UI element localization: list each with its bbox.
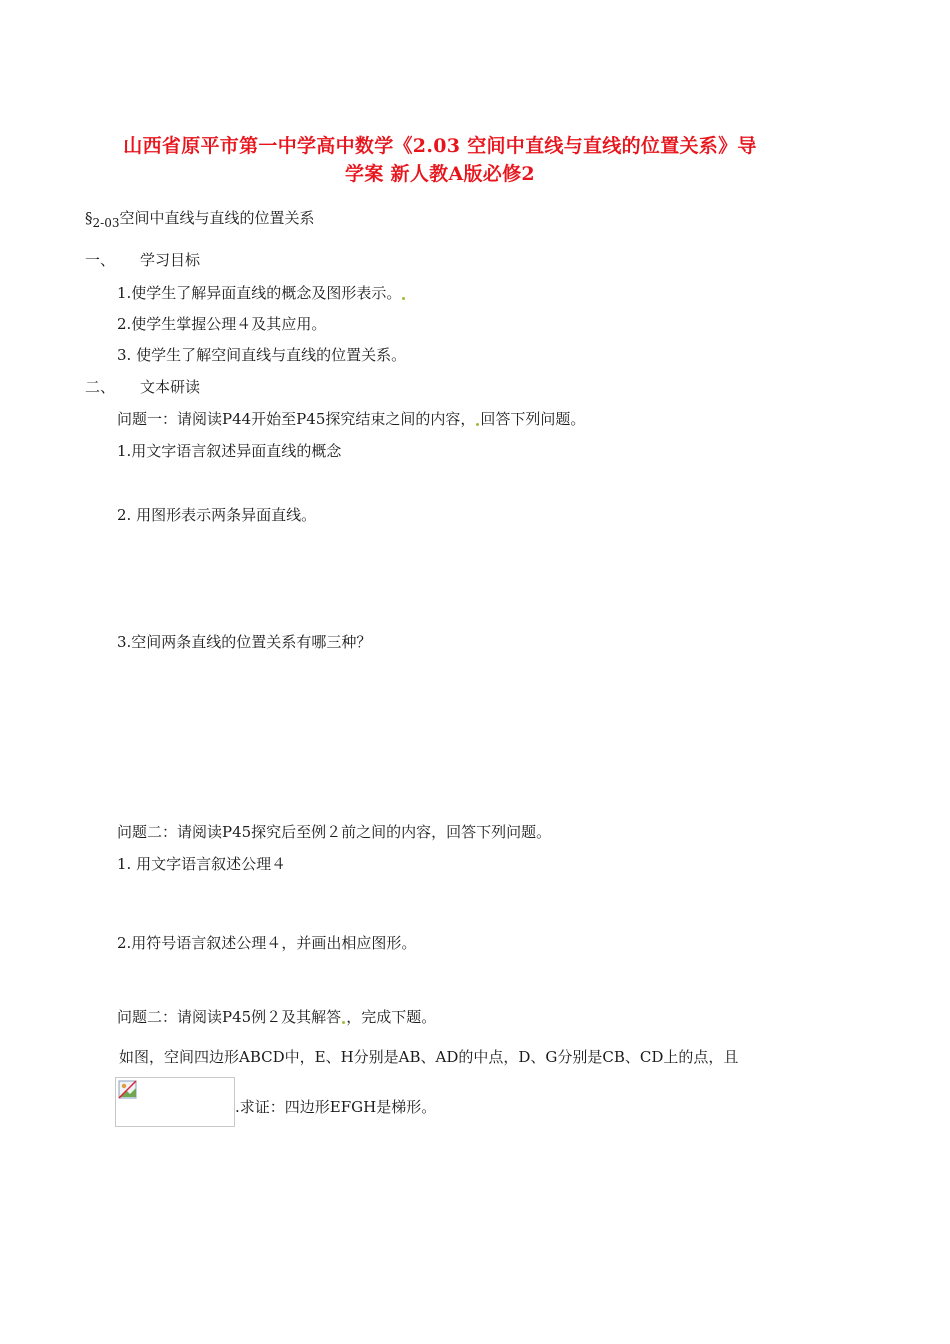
- broken-image-placeholder: [115, 1077, 235, 1127]
- question3-intro: 问题二：请阅读P45例２及其解答 ，完成下题。: [117, 1008, 437, 1026]
- marker-dot: [402, 297, 405, 300]
- section-heading: [85, 208, 314, 229]
- section1-label: 学习目标: [140, 251, 201, 269]
- objective-item-2: 2.使学生掌握公理４及其应用。: [117, 315, 327, 333]
- question1-intro: 问题一：请阅读P44开始至P45探究结束之间的内容， 回答下列问题。: [117, 410, 586, 428]
- section2-number: 二、: [85, 378, 116, 396]
- question2-item-1: 1. 用文字语言叙述公理４: [117, 855, 287, 873]
- objective-item-3: 3. 使学生了解空间直线与直线的位置关系。: [117, 346, 407, 364]
- section2-label: 文本研读: [140, 378, 201, 396]
- marker-dot: [476, 423, 479, 426]
- question2-intro: 问题二：请阅读P45探究后至例２前之间的内容，回答下列问题。: [117, 823, 552, 841]
- broken-image-icon: [118, 1080, 138, 1100]
- document-title-line1: 山西省原平市第一中学高中数学《2.03 空间中直线与直线的位置关系》导: [123, 135, 757, 157]
- question1-item-2: 2. 用图形表示两条异面直线。: [117, 506, 317, 524]
- question1-item-3: 3.空间两条直线的位置关系有哪三种？: [117, 633, 372, 651]
- section-code: 2-03: [92, 216, 120, 230]
- question3-prove: .求证：四边形EFGH是梯形。: [235, 1098, 437, 1116]
- question3-problem: 如图，空间四边形ABCD中，E、H分别是AB、AD的中点，D、G分别是CB、CD上的点，且: [119, 1048, 739, 1066]
- question2-item-2: 2.用符号语言叙述公理４，并画出相应图形。: [117, 934, 417, 952]
- document-title-line2: 学案 新人教A版必修2: [345, 163, 535, 185]
- objective-item-1: 1.使学生了解异面直线的概念及图形表示。: [117, 283, 406, 303]
- section-symbol: §: [85, 209, 93, 227]
- section-heading-text: 空间中直线与直线的位置关系: [119, 209, 315, 227]
- question1-item-1: 1.用文字语言叙述异面直线的概念: [117, 442, 342, 460]
- marker-dot: [342, 1021, 345, 1024]
- section1-number: 一、: [85, 251, 116, 269]
